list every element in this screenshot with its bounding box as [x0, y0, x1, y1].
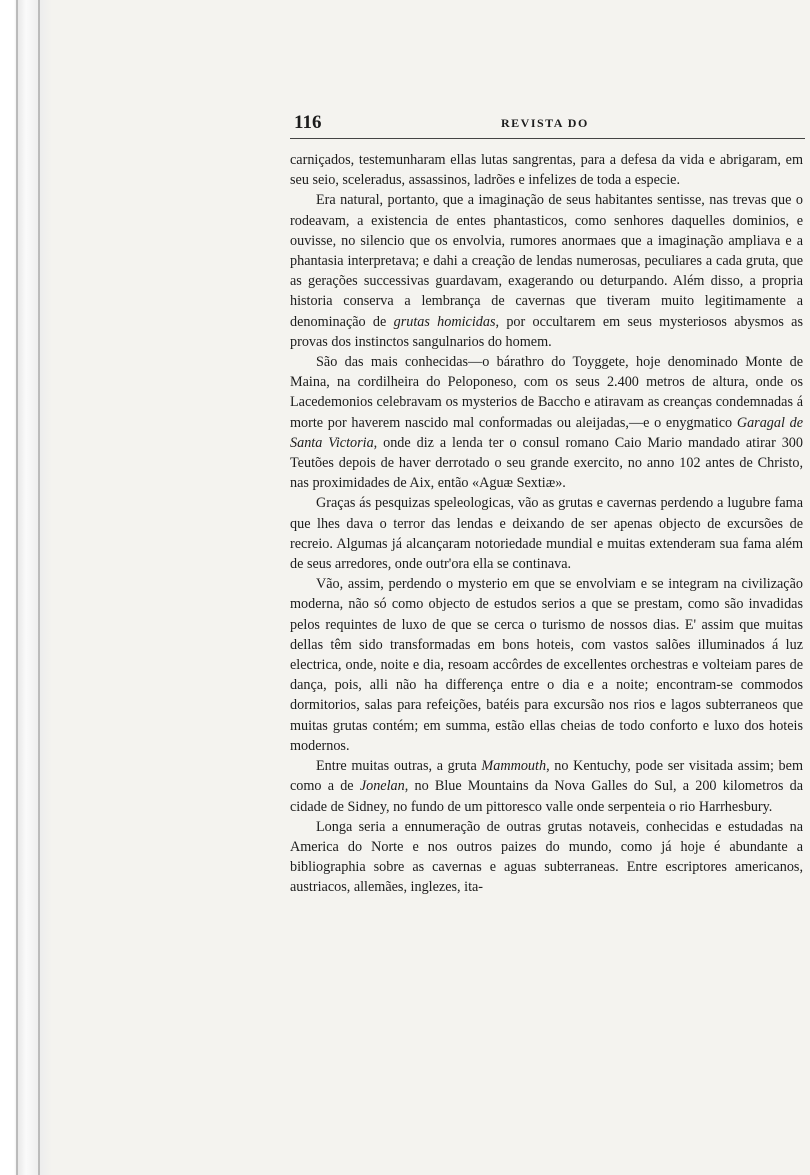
text-run: carniçados, testemunharam ellas lutas sangrentas, para a defesa da vida e abrigaram, em seu seio, sceleradus, assassinos, ladrões e infelizes de toda a especie. — [290, 152, 803, 189]
paragraph — [290, 493, 803, 574]
italic-term: Mammouth — [481, 758, 547, 775]
running-title: REVISTA DO — [501, 116, 589, 130]
text-run: Longa seria a ennumeração de outras grutas notaveis, conhecidas e estudadas na America do Norte e nos outros paizes do mundo, como já hoje é abundante a bibliographia sobre as cavernas e aguas subterraneas. Entre escriptores americanos, austriacos, allemães, inglezes, ita- — [290, 818, 803, 896]
text-run: Entre muitas outras, a gruta — [316, 758, 482, 775]
paragraph — [290, 756, 803, 817]
text-run: , no Kentuchy, pode ser visitada assim; bem como a de — [290, 758, 803, 795]
paragraph — [290, 352, 803, 493]
page-header — [290, 112, 805, 136]
paragraph — [290, 574, 803, 756]
text-run: , por occultarem em seus mysteriosos abysmos as provas dos instinctos sangulnarios do homem. — [290, 313, 803, 350]
page-binding-edge — [0, 0, 52, 1175]
text-run: São das mais conhecidas—o bárathro do Toyggete, hoje denominado Monte de Maina, na cordilheira do Peloponeso, com os seus 2.400 metros de altura, onde os Lacedemonios celebravam os mysterios de Baccho e atiravam as creanças condemnadas á morte por haverem nascido mal conformadas ou aleijadas,—e o enygmatico — [290, 354, 803, 431]
text-run: Graças ás pesquizas speleologicas, vão as grutas e cavernas perdendo a lugubre fama que lhes dava o terror das lendas e deixando de ser apenas objecto de excursões de recreio. Algumas já alcançaram notoriedade mundial e muitas extenderam sua fama além de seus arredores, onde outr'ora ella se continava. — [290, 495, 803, 573]
binding-line — [16, 0, 18, 1175]
header-rule — [290, 138, 805, 139]
italic-term: grutas homicidas — [393, 313, 496, 330]
page-number: 116 — [294, 112, 322, 133]
body-text — [290, 150, 803, 898]
paragraph — [290, 150, 803, 190]
italic-term: Garagal de Santa Victoria — [290, 414, 803, 451]
paragraph — [290, 817, 803, 898]
paragraph — [290, 190, 803, 352]
binding-line — [38, 0, 40, 1175]
text-run: Era natural, portanto, que a imaginação de seus habitantes sentisse, nas trevas que o rodeavam, a existencia de entes phantasticos, como senhores daquelles dominios, e ouvisse, no silencio que os envolvia, rumores anormaes que a imaginação ampliava e a phantasia interpretava; e dahi a creação de lendas numerosas, peculiares a cada gruta, que as gerações successivas guardavam, exagerando ou deturpando. Além disso, a propria historia conserva a lembrança de cavernas que tiveram muito legitimamente a denominação de — [290, 192, 803, 330]
text-run: , no Blue Mountains da Nova Galles do Sul, a 200 kilometros da cidade de Sidney, no fundo de um pittoresco valle onde serpenteia o rio Harrhesbury. — [290, 778, 803, 815]
italic-term: Jonelan — [359, 778, 405, 795]
text-run: Vão, assim, perdendo o mysterio em que se envolviam e se integram na civilização moderna, não só como objecto de estudos serios a que se prestam, como são invadidas pelos requintes de luxo de que se cerca o turismo de nossos dias. E' assim que muitas dellas têm sido transformadas em bons hoteis, com vastos salões illuminados á luz electrica, onde, noite e dia, resoam accôrdes de excellentes orchestras e volteiam pares de dança, pois, alli não ha differença entre o dia e a noite; encontram-se commodos dormitorios, salas para refeições, batéis para excursão nos rios e lagos subterraneos que muitas grutas contém; em summa, estão ellas cheias de todo conforto e luxo dos hoteis modernos. — [290, 576, 803, 754]
text-run: , onde diz a lenda ter o consul romano Caio Mario mandado atirar 300 Teutões depois de haver derrotado o seu grande exercito, no anno 102 antes de Christo, nas proximidades de Aix, então «Aguæ Sextiæ». — [290, 434, 803, 492]
